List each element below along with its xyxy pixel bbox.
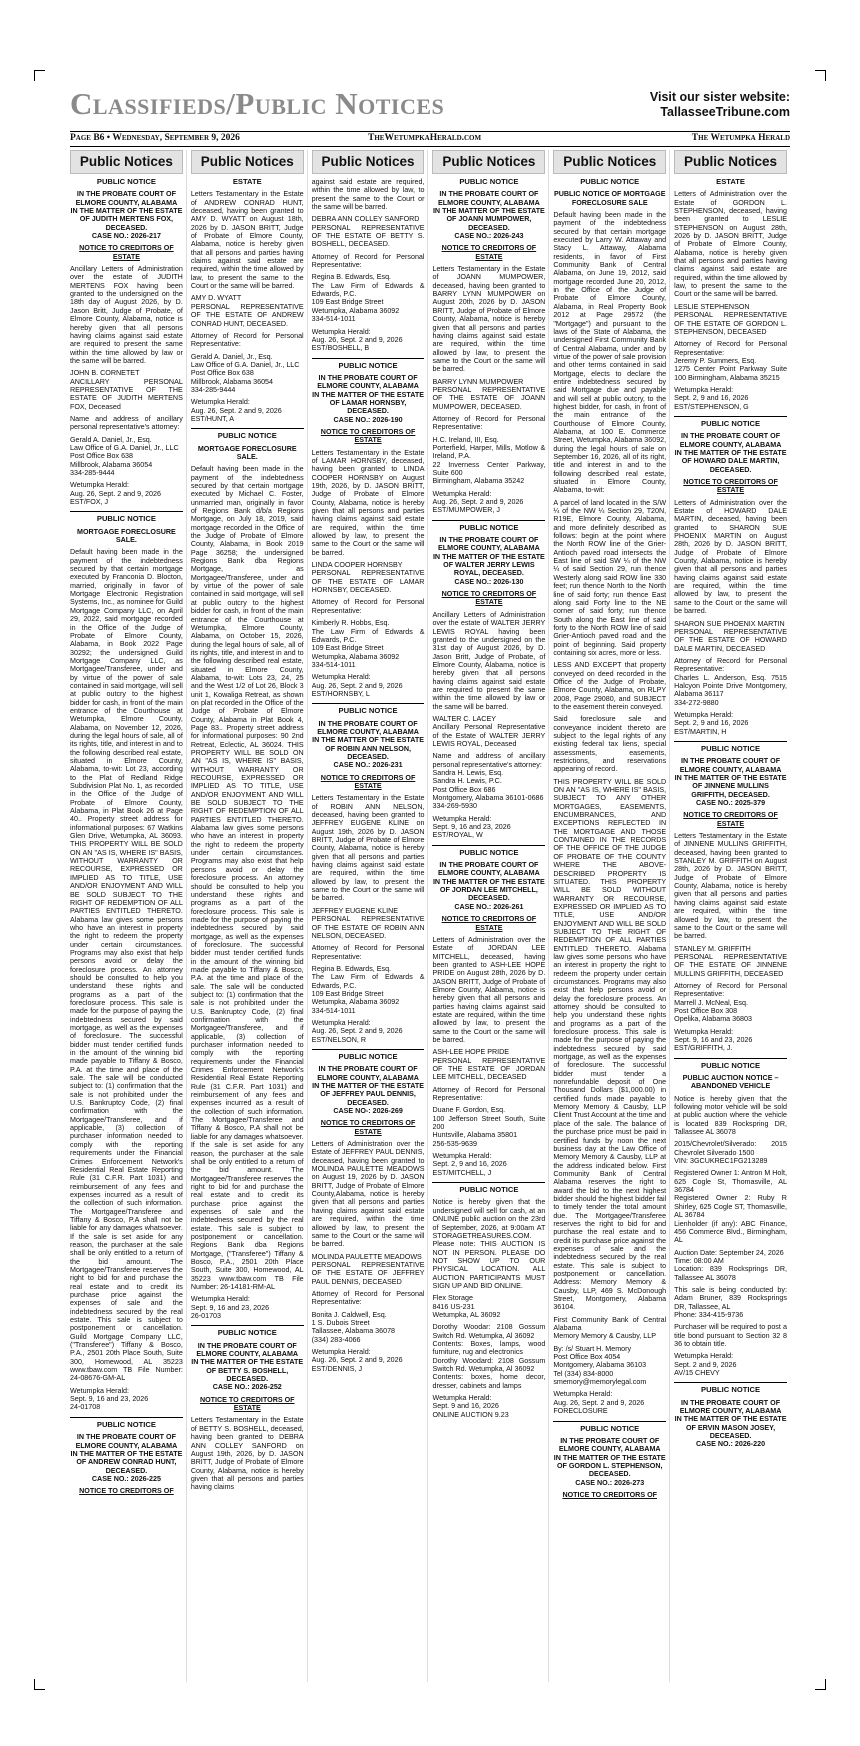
notice-paragraph: Wetumpka Herald: Aug. 26, Sept. 2 and 9, 2026 EST/DENNIS, J xyxy=(311,1347,403,1373)
crop-mark-top-left xyxy=(34,70,45,81)
notice-divider xyxy=(191,428,304,429)
notice-title: PUBLIC NOTICE xyxy=(338,360,398,370)
column-header: Public Notices xyxy=(70,150,183,174)
notice-title: ESTATE xyxy=(232,177,262,186)
notice-paragraph: Wetumpka Herald: Aug. 26, Sept. 2 and 9, 2026 EST/HUNT, A xyxy=(190,398,282,423)
notice-paragraph: Regina B. Edwards, Esq. The Law Firm of Edwards & Edwards, P.C. 109 East Bridge Street Wetumpka, Alabama 36092 334-514-1011 xyxy=(311,964,425,1015)
notice-paragraph: Wetumpka Herald: Sept. 9, 16 and 23, 2026 26-01703 xyxy=(190,1295,270,1321)
notice-column xyxy=(70,150,187,1682)
notice-caption: MORTGAGE FORECLOSURE SALE. xyxy=(77,527,176,545)
notice-paragraph: Auction Date: September 24, 2026 Time: 08:00 AM Location: 839 Rocksprings DR, Tallassee AL 36078 xyxy=(674,1248,787,1282)
notice-paragraph: DEBRA ANN COLLEY SANFORD PERSONAL REPRESENTATIVE OF THE ESTATE OF BETTY S. BOSHELL, DECEASED. xyxy=(311,215,425,249)
notice-divider xyxy=(432,1182,545,1183)
notice-paragraph: By: /s/ Stuart H. Memory Post Office Box 4054 Montgomery, Alabama 36103 Tel (334) 834-8000 smemory@memorylegal.com xyxy=(553,1344,647,1387)
notice-paragraph: Letters of Administration over the Estate of JORDAN LEE MITCHELL, deceased, having been granted to ASH-LEE HOPE PRIDE on August 28th, 2026 by D. JASON BRITT, Judge of Probate of Elmore County, Alabama, notice is hereby given that all persons and parties having claims against said estate are required, within the time allowed by law, to present the same to the Court or the same will be barred. xyxy=(432,935,546,1044)
notice-title: PUBLIC NOTICE xyxy=(701,1385,761,1395)
notice-caption: IN THE PROBATE COURT OF ELMORE COUNTY, ALABAMA IN THE MATTER OF THE ESTATE OF ROBIN ANN NELSON, DECEASED. CASE NO.: 2026-231 xyxy=(312,719,424,770)
notice-paragraph: Regina B. Edwards, Esq. The Law Firm of Edwards & Edwards, P.C. 109 East Bridge Street Wetumpka, Alabama 36092 334-514-1011 xyxy=(311,273,425,324)
notice-subheading: NOTICE TO CREDITORS OF xyxy=(562,1490,657,1499)
notice-paragraph: Attorney of Record for Personal Representative: xyxy=(432,1085,546,1103)
notice-paragraph: Wetumpka Herald: Aug. 26, Sept. 2 and 9, 2026 FORECLOSURE xyxy=(553,1390,645,1416)
notice-caption: IN THE PROBATE COURT OF ELMORE COUNTY, ALABAMA IN THE MATTER OF THE ESTATE OF JORDAN LEE MITCHELL, DECEASED. CASE NO.: 2026-261 xyxy=(432,861,545,911)
notice-paragraph: MOLINDA PAULETTE MEADOWS PERSONAL REPRESENTATIVE OF THE ESTATE OF JEFFREY PAUL DENNIS, DECEASED xyxy=(311,1252,425,1286)
notice-paragraph: Attorney of Record for Personal Representative: xyxy=(311,252,425,270)
notice-paragraph: Duane F. Gordon, Esq. 100 Jefferson Street South, Suite 200 Huntsville, Alabama 35801 256-535-9639 xyxy=(432,1106,546,1148)
notice-paragraph: 2015/Chevrolet/Silverado: 2015 Chevrolet Silverado 1500 VIN: 3GCUKREC1FG213289 xyxy=(674,1140,787,1166)
sister-site-label: Visit our sister website: xyxy=(649,90,790,104)
notice-title: PUBLIC NOTICE xyxy=(338,706,398,716)
notice-title: PUBLIC NOTICE xyxy=(580,177,640,186)
notice-subheading: NOTICE TO CREDITORS OF ESTATE xyxy=(320,773,416,790)
sister-site-promo xyxy=(650,90,790,120)
column-header: Public Notices xyxy=(312,150,425,174)
notice-caption: IN THE PROBATE COURT OF ELMORE COUNTY, ALABAMA IN THE MATTER OF THE ESTATE OF GORDON L. STEPHENSON, DECEASED. CASE NO.: 2026-273 xyxy=(553,1436,666,1487)
section-title: Classifieds/Public Notices xyxy=(70,86,445,121)
paper-name: The Wetumpka Herald xyxy=(691,133,790,143)
notice-paragraph: Attorney of Record for Personal Representative: xyxy=(311,944,425,961)
notice-caption: PUBLIC AUCTION NOTICE – ABANDONED VEHICLE xyxy=(682,1074,779,1091)
notice-title: PUBLIC NOTICE xyxy=(459,1185,519,1195)
notice-title: PUBLIC NOTICE xyxy=(217,431,277,441)
notice-paragraph: Wetumpka Herald: Sept. 9, 16 and 23, 2026 24-01708 xyxy=(70,1386,149,1412)
notice-paragraph: Default having been made in the payment of the indebtedness secured by that certain mortgage executed by Larry W. Attaway and Stacy L. Attaway, Alabama residents, in favor of First Community Bank of Central Alabama, on June 19, 2012, said mortgage recorded June 20, 2012, in the Office of the Judge of Probate of Elmore County, Alabama, in Real Property Book 2012 at Page 29572 (the "Mortgage") and pursuant to the laws of the State of Alabama, the undersigned First Community Bank of Central Alabama, under and by virtue of the power of sale provision and other terms contained in said Mortgage, elects to declare the entire indebtedness secured by said Mortgage due and payable and will sell at public outcry, to the highest bidder, for cash, in front of the main entrance of the Courthouse of Elmore County, Alabama, at 100 E. Commerce Street, Wetumpka, Alabama 36092, during the legal hours of sale on September 16, 2026, all of its right, title and interest in and to the following described real estate, situated in Elmore County, Alabama, to-wit: xyxy=(553,211,667,495)
notice-caption: MORTGAGE FORECLOSURE SALE. xyxy=(197,444,297,461)
notice-paragraph: Wetumpka Herald: Sept. 2, 9 and 16, 2026 EST/MITCHELL, J xyxy=(432,1152,507,1177)
page-folio: Page B6 • Wednesday, September 9, 2026 xyxy=(70,133,240,143)
notice-paragraph: Bonita J. Caldwell, Esq. 1 S. Dubois Street Tallassee, Alabama 36078 (334) 283-4066 xyxy=(311,1310,396,1344)
notice-divider xyxy=(191,1325,304,1326)
legal-notice xyxy=(312,1049,425,1373)
notice-title: PUBLIC NOTICE xyxy=(701,743,761,753)
notice-paragraph: Wetumpka Herald: Sept. 9, 16 and 23, 2026 EST/GRIFFITH, J. xyxy=(674,1027,753,1053)
notice-paragraph: Wetumpka Herald: Sept. 2 and 9, 2026 AV/15 CHEVY xyxy=(674,1352,737,1377)
column-header: Public Notices xyxy=(674,150,787,174)
notice-subheading: NOTICE TO CREDITORS OF ESTATE xyxy=(79,244,174,261)
notice-paragraph: LESS AND EXCEPT that property conveyed on deed recorded in the Office of the Judge of Probate, Elmore County, Alabama, on RLPY 2008, Page 29080, and SUBJECT to the easement therein conveyed. xyxy=(553,661,667,711)
notice-paragraph: Letters of Administration over the Estate of GORDON L. STEPHENSON, deceased, having been granted to LESLIE STEPHENSON on August 28th, 2026 by D. JASON BRITT, Judge of Probate of Elmore County, Alabama, notice is hereby given that all persons and parties having claims against said estate are required, within the time allowed by law, to present the same to the Court or the same will be barred. xyxy=(674,190,787,299)
notice-divider xyxy=(432,845,545,846)
notice-paragraph: This sale is being conducted by: Adam Bruner, 839 Rocksprings DR, Tallassee, AL Phone: 334-415-9736 xyxy=(674,1285,787,1319)
notice-paragraph: Gerald A. Daniel, Jr., Esq. Law Office of G.A. Daniel, Jr., LLC Post Office Box 638 Millbrook, Alabama 36054 334-285-9444 xyxy=(70,435,179,477)
notice-caption: IN THE PROBATE COURT OF ELMORE COUNTY, ALABAMA IN THE MATTER OF THE ESTATE OF ERVIN MASON JOSEY, DECEASED. CASE NO.: 2026-220 xyxy=(674,1398,787,1449)
notice-paragraph: BARRY LYNN MUMPOWER PERSONAL REPRESENTATIVE OF THE ESTATE OF JOANN MUMPOWER, DECEASED. xyxy=(432,377,546,411)
notice-paragraph: JOHN B. CORNETET ANCILLARY PERSONAL REPRESENTATIVE OF THE ESTATE OF JUDITH MERTENS FOX, Deceased xyxy=(70,369,183,411)
notice-paragraph: First Community Bank of Central Alabama Memory Memory & Causby, LLP xyxy=(553,1315,667,1341)
notice-paragraph: Attorney of Record for Personal Representative: Marrell J. McNeal, Esq. Post Office Box 308 Opelika, Alabama 36803 xyxy=(674,981,787,1024)
legal-notice xyxy=(432,1182,545,1419)
notice-paragraph: Wetumpka Herald: Sept. 2, 9 and 16, 2026 EST/MARTIN, H xyxy=(674,710,749,736)
legal-notice xyxy=(70,178,183,506)
legal-notice xyxy=(312,703,425,1044)
notice-subheading: NOTICE TO CREDITORS OF ESTATE xyxy=(441,915,537,932)
notice-divider xyxy=(312,1049,425,1050)
notice-divider xyxy=(553,1421,666,1422)
sister-site-url[interactable]: TallasseeTribune.com xyxy=(660,105,790,119)
legal-notice xyxy=(432,178,545,515)
column-header: Public Notices xyxy=(553,150,666,174)
notice-columns xyxy=(70,150,790,1682)
notice-paragraph: Letters Testamentary in the Estate of JINNENE MULLINS GRIFFITH, deceased, having been granted to STANLEY M. GRIFFITH on August 28th, 2026 by D. JASON BRITT, Judge of Probate of Elmore County, Alabama, notice is hereby given that all persons and parties having claims against said estate are required, within the time allowed by law, to present the same to the Court or the same will be barred. xyxy=(674,832,787,941)
notice-paragraph: Wetumpka Herald: Sept. 9, 16 and 23, 2026 EST/ROYAL, W xyxy=(432,814,511,840)
notice-paragraph: Name and address of ancillary personal representative's attorney: Sandra H. Lewis, Esq. Sandra H. Lewis, P.C. Post Office Box 686 Montgomery, Alabama 36101-0686 334-269-5930 xyxy=(432,752,546,811)
notice-paragraph: Attorney of Record for Personal Representative: Jeremy P. Summers, Esq. 1275 Center Point Parkway Suite 100 Birmingham, Alabama 35215 xyxy=(674,340,787,382)
notice-paragraph: Name and address of ancillary personal representative's attorney: xyxy=(70,414,183,432)
notice-paragraph: Flex Storage 8416 US-231 Wetumpka, AL 36092 xyxy=(432,1294,501,1319)
notice-paragraph: JEFFREY EUGENE KLINE PERSONAL REPRESENTATIVE OF THE ESTATE OF ROBIN ANN NELSON, DECEASED. xyxy=(311,906,425,940)
notice-paragraph: Wetumpka Herald: Aug. 26, Sept. 2 and 9, 2026 EST/HORNSBY, L xyxy=(311,673,403,698)
notice-paragraph: Attorney of Record for Personal Representative: xyxy=(432,414,546,432)
notice-paragraph: Attorney of Record for Personal Representative: Charles L. Anderson, Esq. 7515 Halcyon Pointe Drive Montgomery, Alabama 36117 334-272-9880 xyxy=(674,656,787,707)
legal-notice xyxy=(70,511,183,1411)
notice-paragraph: Letters Testamentary in the Estate of ANDREW CONRAD HUNT, deceased, having been granted to AMY D. WYATT on August 18th, 2026 by D. JASON BRITT, Judge of Probate of Elmore County, Alabama, notice is hereby given that all persons and parties having claims against said estate are required, within the time allowed by law, to present the same to the Court or the same will be barred. xyxy=(190,190,304,291)
notice-title: PUBLIC NOTICE xyxy=(701,1060,761,1070)
notice-caption: IN THE PROBATE COURT OF ELMORE COUNTY, ALABAMA IN THE MATTER OF THE ESTATE OF JUDITH MERTENS FOX, DECEASED. CASE NO.: 2026-217 xyxy=(70,190,183,241)
notice-paragraph: Wetumpka Herald: Sept. 9 and 16, 2026 ONLINE AUCTION 9.23 xyxy=(432,1394,509,1419)
notice-subheading: NOTICE TO CREDITORS OF ESTATE xyxy=(199,1395,295,1413)
notice-column xyxy=(432,150,549,1682)
notice-subheading: NOTICE TO CREDITORS OF xyxy=(79,1487,174,1496)
notice-title: PUBLIC NOTICE xyxy=(96,1419,156,1429)
notice-paragraph: WALTER C. LACEY Ancillary Personal Representative of the Estate of WALTER JERRY LEWIS ROYAL, Deceased xyxy=(432,714,546,748)
notice-column xyxy=(312,150,429,1682)
legal-notice xyxy=(191,1325,304,1491)
notice-paragraph: Attorney of Record for Personal Representative: xyxy=(190,331,304,349)
notice-paragraph: AMY D. WYATT PERSONAL REPRESENTATIVE OF THE ESTATE OF ANDREW CONRAD HUNT, DECEASED. xyxy=(190,294,304,328)
notice-paragraph: A parcel of land located in the S/W ¼ of the NW ¼ Section 29, T20N, R19E, Elmore County, Alabama, and more definitely described as follows: begin at the point where the North ROW line of the Grier-Antioch paved road intersects the East line of said SW ¼ of the NW ¼ of said Section 29, run thence Westerly along said ROW line 330 feet; run thence North to the North line of said forty; run thence East along said Forty line to the NE corner of said forty; run thence South along the East line of said forty to the North ROW line of said Grier-Antioch paved road and the point of beginning. Said property containing six acres, more or less. xyxy=(553,498,667,657)
page-folio-bar xyxy=(70,131,790,147)
notice-column xyxy=(674,150,790,1682)
notice-paragraph: Wetumpka Herald: Sept. 2, 9 and 16, 2026 EST/STEPHENSON, G xyxy=(674,385,749,411)
notice-subheading: NOTICE TO CREDITORS OF ESTATE xyxy=(441,244,537,261)
notice-paragraph: THIS PROPERTY WILL BE SOLD ON AN "AS IS, WHERE IS" BASIS, SUBJECT TO ANY OTHER MORTGAGES, EASEMENTS, ENCUMBRANCES, AND EXCEPTIONS REFLECTED IN THE MORTGAGE AND THOSE CONTAINED IN THE RECORDS OF THE OFFICE OF THE JUDGE OF PROBATE OF THE COUNTY WHERE THE ABOVE-DESCRIBED PROPERTY IS SITUATED. THIS PROPERTY WILL BE SOLD WITHOUT WARRANTY OR RECOURSE, EXPRESSED OR IMPLIED AS TO TITLE, USE AND/OR ENJOYMENT AND WILL BE SOLD SUBJECT TO THE RIGHT OF REDEMPTION OF ALL PARTIES ENTITLED THERETO. Alabama law gives some persons who have an interest in property the right to redeem the property under certain circumstances. Programs may also exist that help persons avoid or delay the foreclosure process. An attorney should be consulted to help you understand these rights and programs as a part of the foreclosure process. This sale is made for the purpose of paying the indebtedness secured by said mortgage, as well as the expenses of foreclosure. The successful bidder must tender a nonrefundable deposit of One Thousand Dollars ($1,000.00) in certified funds made payable to Memory Memory & Causby, LLP Client Trust Account at the time and place of the sale. The balance of the purchase price must be paid in certified funds by noon the next business day at the Law Office of Memory Memory & Causby, LLP at the address indicated below. First Community Bank of Central Alabama reserves the right to award the bid to the next highest bidder should the highest bidder fail to timely tender the total amount due. The Mortgagee/Transferee reserves the right to bid for and purchase the real estate and to credit its purchase price against the expenses of sale and the indebtedness secured by the real estate. This sale is subject to postponement or cancellation. Address: Memory Memory & Causby, LLP, 469 S. McDonough Street, Montgomery, Alabama 36104. xyxy=(553,777,667,1312)
notice-subheading: NOTICE TO CREDITORS OF ESTATE xyxy=(320,1119,416,1136)
legal-notice xyxy=(191,178,304,423)
legal-notice xyxy=(432,845,545,1177)
notice-paragraph: LESLIE STEPHENSON PERSONAL REPRESENTATIVE OF THE ESTATE OF GORDON L. STEPHENSON, DECEASED xyxy=(674,302,787,336)
legal-notice xyxy=(70,1417,183,1496)
notice-paragraph: SHARON SUE PHOENIX MARTIN PERSONAL REPRESENTATIVE OF THE ESTATE OF HOWARD DALE MARTIN, DECEASED xyxy=(674,619,787,653)
notice-title: PUBLIC NOTICE xyxy=(580,1423,640,1433)
notice-paragraph: Letters Testamentary in the Estate of BETTY S. BOSHELL, deceased, having been granted to DEBRA ANN COLLEY SANFORD on August 19th, 2026, by D. JASON BRITT, Judge of Probate of Elmore County, Alabama, notice is hereby given that all persons and parties having claims xyxy=(190,1416,304,1492)
notice-divider xyxy=(312,358,425,359)
notice-title: PUBLIC NOTICE xyxy=(701,418,761,428)
notice-caption: IN THE PROBATE COURT OF ELMORE COUNTY, ALABAMA IN THE MATTER OF THE ESTATE OF WALTER JERRY LEWIS ROYAL, DECEASED. CASE NO.: 2026-130 xyxy=(432,536,545,586)
legal-notice xyxy=(312,178,425,353)
notice-title: PUBLIC NOTICE xyxy=(459,847,519,857)
notice-paragraph: H.C. Ireland, III, Esq. Porterfield, Harper, Mills, Motlow & Ireland, P.A. 22 Inverness Center Parkway, Suite 600 Birmingham, Alabama 35242 xyxy=(432,435,546,486)
notice-title: PUBLIC NOTICE xyxy=(338,1051,398,1061)
masthead xyxy=(70,84,790,128)
notice-paragraph: Default having been made in the payment of the indebtedness secured by that certain mortgage executed by Franconia D. Blocton, married, originally in favor of Mortgage Electronic Registration Systems, Inc., as nominee for Guild Mortgage Company LLC, on April 29, 2022, said mortgage recorded in the Office of the Judge of Probate of Elmore County, Alabama, in Book 2022 Page 30292; the undersigned Guild Mortgage Company LLC, as Mortgagee/Transferee, under and by virtue of the power of sale contained in said mortgage, will sell at public outcry to the highest bidder for cash, in front of the main entrance of the Courthouse at Wetumpka, Elmore County, Alabama, on November 12, 2026, during the legal hours of sale, all of its rights, title, and interest in and to the following described real estate, situated in Elmore County, Alabama, to-wit: Lot 23, according to the Plat of Redland Ridge Subdivision Plat No. 1, as recorded in the Office of the Judge of Probate of Elmore County, Alabama, in Plat Book 26 at Page 40.. Property street address for informational purposes: 67 Watkins Glen Drive, Wetumpka, AL 36093. THIS PROPERTY WILL BE SOLD ON AN "AS IS, WHERE IS" BASIS, WITHOUT WARRANTY OR RECOURSE, EXPRESSED OR IMPLIED AS TO TITLE, USE AND/OR ENJOYMENT AND WILL BE SOLD SUBJECT TO THE RIGHT OF REDEMPTION OF ALL PARTIES ENTITLED THERETO. Alabama law gives some persons who have an interest in property the right to redeem the property under certain circumstances. Programs may also exist that help persons avoid or delay the foreclosure process. An attorney should be consulted to help you understand these rights and programs as a part of the foreclosure process. This sale is made for the purpose of paying the indebtedness secured by said mortgage, as well as the expenses of foreclosure. The successful bidder must tender certified funds in the amount of the winning bid made payable to Tiffany & Bosco, P.A. at the time and place of the sale. The sale will be conducted subject to: (1) confirmation that the sale is not prohibited under the U.S. Bankruptcy Code, (2) final confirmation with the Mortgagee/Transferee, and if applicable, (3) collection of purchaser information needed to comply with the reporting requirements under the Financial Crimes Enforcement Network's Residential Real Estate Reporting Rule (31 C.F.R. Part 1031) and reimbursement of any fees and expenses incurred as a result of the collection of such information. The Mortgagee/Transferee and Tiffany & Bosco, P.A shall not be liable for any damages whatsoever. If the sale is set aside for any reason, the purchaser at the sale shall be only entitled to a return of the bid amount. The Mortgagee/Transferee reserves the right to bid for and purchase the real estate and to credit its purchase price against the expenses of sale and the indebtedness secured by the real estate. This sale is subject to postponement or cancellation. Guild Mortgage Company LLC, ("Transferee") Tiffany & Bosco, P.A., 2501 20th Place South, Suite 300, Homewood, AL 35223 www.tbaw.com TB File Number: 24-08676-GM-AL xyxy=(70,548,183,1383)
notice-paragraph: Gerald A. Daniel, Jr., Esq. Law Office of G.A. Daniel, Jr., LLC Post Office Box 638 Millbrook, Alabama 36054 334-285-9444 xyxy=(190,352,300,394)
notice-title: PUBLIC NOTICE xyxy=(459,522,519,532)
notice-title: PUBLIC NOTICE xyxy=(96,514,156,524)
legal-notice xyxy=(674,1382,787,1448)
notice-title: PUBLIC NOTICE xyxy=(217,1328,277,1338)
notice-title: ESTATE xyxy=(716,177,745,186)
notice-divider xyxy=(312,703,425,704)
column-header: Public Notices xyxy=(191,150,304,174)
legal-notice xyxy=(432,520,545,840)
crop-mark-bottom-right xyxy=(815,1679,826,1690)
notice-paragraph: Kimberly R. Hobbs, Esq. The Law Firm of Edwards & Edwards, P.C. 109 East Bridge Street Wetumpka, Alabama 36092 334-514-1011 xyxy=(311,619,425,669)
column-header: Public Notices xyxy=(432,150,545,174)
notice-paragraph: LINDA COOPER HORNSBY PERSONAL REPRESENTATIVE OF THE ESTATE OF LAMAR HORNSBY, DECEASED. xyxy=(311,561,425,595)
notice-paragraph: against said estate are required, within the time allowed by law, to present the same to the Court or the same will be barred. xyxy=(311,178,425,212)
notice-title: PUBLIC NOTICE xyxy=(459,177,519,186)
notice-paragraph: Letters of Administration over the Estate of JEFFREY PAUL DENNIS, deceased, having been granted to MOLINDA PAULETTE MEADOWS on August 19, 2026 by D. JASON BRITT, Judge of Probate of Elmore County,Alabama, notice is hereby given that all persons and parties having claims against said estate are required, within the time allowed by law, to present the same to the Court or the same will be barred. xyxy=(311,1140,425,1249)
notice-caption: IN THE PROBATE COURT OF ELMORE COUNTY, ALABAMA IN THE MATTER OF THE ESTATE OF LAMAR HORNSBY, DECEASED. CASE NO.: 2026-190 xyxy=(312,373,424,424)
notice-paragraph: Purchaser will be required to post a title bond pursuant to Section 32 8 36 to obtain title. xyxy=(674,1323,787,1348)
legal-notice xyxy=(674,178,787,411)
notice-divider xyxy=(674,1382,787,1383)
notice-divider xyxy=(70,511,183,512)
notice-paragraph: STANLEY M. GRIFFITH PERSONAL REPRESENTATIVE OF THE ESTATE OF JINNENE MULLINS GRIFFITH, DECEASED xyxy=(674,944,787,978)
notice-subheading: NOTICE TO CREDITORS OF ESTATE xyxy=(683,478,778,495)
notice-paragraph: Wetumpka Herald: Aug. 26, Sept. 2 and 9, 2026 EST/FOX, J xyxy=(70,481,161,507)
notice-paragraph: Wetumpka Herald: Aug. 26, Sept. 2 and 9, 2026 EST/NELSON, R xyxy=(311,1018,403,1044)
notice-paragraph: Letters Testamentary in the Estate of ROBIN ANN NELSON, deceased, having been granted to JEFFREY EUGENE KLINE on August 19th, 2026 by D. JASON BRITT, Judge of Probate of Elmore County, Alabama, notice is hereby given that all persons and parties having claims against said estate are required, within the time allowed by law, to present the same to the Court or the same will be barred. xyxy=(311,794,425,903)
notice-column xyxy=(553,150,670,1682)
notice-paragraph: Attorney of Record for Personal Representative: xyxy=(311,1289,425,1307)
notice-paragraph: Wetumpka Herald: Aug. 26, Sept. 2 and 9, 2026 EST/MUMPOWER, J xyxy=(432,489,524,515)
notice-caption: IN THE PROBATE COURT OF ELMORE COUNTY, ALABAMA IN THE MATTER OF THE ESTATE OF ANDREW CONRAD HUNT, DECEASED. CASE NO.: 2026-225 xyxy=(70,1433,183,1483)
notice-paragraph: Attorney of Record for Personal Representative: xyxy=(311,598,425,615)
notice-paragraph: Letters of Administration over the Estate of HOWARD DALE MARTIN, deceased, having been granted to SHARON SUE PHOENIX MARTIN on August 28th, 2026 by D. JASON BRITT, Judge of Probate of Elmore County, Alabama, notice is hereby given that all persons and parties having claims against said estate are required, within the time allowed by law, to present the same to the Court or the same will be barred. xyxy=(674,498,787,616)
notice-paragraph: Ancillary Letters of Administration over the estate of JUDITH MERTENS FOX having been granted to the undersigned on the 18th day of August 2026, by D. Jason Britt, Judge of Probate, of Elmore County, Alabama, notice is hereby given that all persons having claims against said estate are required to present the same within the time allowed by law or the same will be barred. xyxy=(70,265,183,365)
notice-divider xyxy=(674,1058,787,1059)
crop-mark-bottom-left xyxy=(34,1679,45,1690)
notice-divider xyxy=(70,1417,183,1418)
notice-paragraph: Dorothy Woodar: 2108 Gossum Switch Rd. Wetumpka, Al 36092 Contents: Boxes, lamps, wood furniture, rug and electronics Dorothy Woodard: 2108 Gossum Switch Rd. Wetumpka, Al 36092 Contents: boxes, home decor, dresser, cabinets and lamps xyxy=(432,1323,546,1390)
notice-subheading: NOTICE TO CREDITORS OF ESTATE xyxy=(683,811,778,828)
notice-column xyxy=(191,150,308,1682)
notice-paragraph: Registered Owner 1: Antron M Holt, 625 Cogle St, Thomasville, AL 36784 Registered Owner 2: Ruby R Shirley, 625 Cogle ST, Thomasville, AL 36784 Lienholder (if any): ABC Finance, 456 Commerce Blvd., Birmingham, AL xyxy=(674,1169,787,1245)
notice-caption: PUBLIC NOTICE OF MORTGAGE FORECLOSURE SALE xyxy=(553,190,666,207)
notice-paragraph: Notice is hereby given that the undersigned will sell for cash, at an ONLINE public auction on the 23rd of September, 2026, at 9:00am AT STORAGETREASURES.COM. Please note: THIS AUCTION IS NOT IN PERSON. PLEASE DO NOT SHOW UP TO OUR PHYSICAL LOCATION. ALL AUCTION PARTICIPANTS MUST SIGN UP AND BID ONLINE. xyxy=(432,1198,546,1290)
notice-caption: IN THE PROBATE COURT OF ELMORE COUNTY, ALABAMA IN THE MATTER OF THE ESTATE OF JINNENE MULLINS GRIFFITH, DECEASED. CASE NO.: 2025-379 xyxy=(674,757,787,808)
legal-notice xyxy=(191,428,304,1320)
legal-notice xyxy=(553,1421,666,1500)
notice-paragraph: Ancillary Letters of Administration over the estate of WALTER JERRY LEWIS ROYAL having been granted to the undersigned on the 31st day of August 2026, by D. Jason Britt, Judge of Probate, of Elmore County, Alabama, notice is hereby given that all persons having claims against said estate are required to present the same within the time allowed by law or the same will be barred. xyxy=(432,610,546,711)
legal-notice xyxy=(674,416,787,736)
notice-paragraph: Said foreclosure sale and conveyance incident thereto are subject to the legal rights of any existing federal tax liens, special assessments, easements, restrictions, and reservations appearing of record. xyxy=(553,715,667,774)
notice-caption: IN THE PROBATE COURT OF ELMORE COUNTY, ALABAMA IN THE MATTER OF THE ESTATE OF JOANN MUMPOWER, DECEASED. CASE NO.: 2026-243 xyxy=(432,190,545,241)
legal-notice xyxy=(674,741,787,1053)
legal-notice xyxy=(312,358,425,699)
notice-subheading: NOTICE TO CREDITORS OF ESTATE xyxy=(320,427,416,445)
notice-caption: IN THE PROBATE COURT OF ELMORE COUNTY, ALABAMA IN THE MATTER OF THE ESTATE OF BETTY S. BOSHELL, DECEASED. CASE NO.: 2026-252 xyxy=(191,1341,304,1392)
notice-divider xyxy=(432,520,545,521)
notice-title: PUBLIC NOTICE xyxy=(96,177,156,186)
notice-paragraph: Notice is hereby given that the following motor vehicle will be sold at public auction where the vehicle is located 839 Rockspring DR, Tallassee AL 36078 xyxy=(674,1094,787,1137)
notice-paragraph: Default having been made in the payment of the indebtedness secured by that certain mortgage executed by Michael C. Foster, unmarried man, originally in favor of Regions Bank d/b/a Regions Mortgage, on July 18, 2019, said mortgage recorded in the Office of the Judge of Probate of Elmore County, Alabama, in Book 2019 Page 36258; the undersigned Regions Bank dba Regions Mortgage, as Mortgagee/Transferee, under and by virtue of the power of sale contained in said mortgage, will sell at public outcry to the highest bidder for cash, in front of the main entrance of the Courthouse at Wetumpka, Elmore County, Alabama, on October 15, 2026, during the legal hours of sale, all of its rights, title, and interest in and to the following described real estate, situated in Elmore County, Alabama, to-wit: Lots 23, 24, 25 and the West 1/2 of Lot 26, Block 3 unit 1, Kowaliga Retreat, as shown on plat recorded in the Office of the Judge of Probate of Elmore County, Alabama in Plat Book 4, Page 83.. Property street address for informational purposes: 90 2nd Retreat, Eclectic, AL 36024. THIS PROPERTY WILL BE SOLD ON AN "AS IS, WHERE IS" BASIS, WITHOUT WARRANTY OR RECOURSE, EXPRESSED OR IMPLIED AS TO TITLE, USE AND/OR ENJOYMENT AND WILL BE SOLD SUBJECT TO THE RIGHT OF REDEMPTION OF ALL PARTIES ENTITLED THERETO. Alabama law gives some persons who have an interest in property the right to redeem the property under certain circumstances. Programs may also exist that help persons avoid or delay the foreclosure process. An attorney should be consulted to help you understand these rights and programs as a part of the foreclosure process. This sale is made for the purpose of paying the indebtedness secured by said mortgage, as well as the expenses of foreclosure. The successful bidder must tender certified funds in the amount of the winning bid made payable to Tiffany & Bosco, P.A. at the time and place of the sale. The sale will be conducted subject to: (1) confirmation that the sale is not prohibited under the U.S. Bankruptcy Code, (2) final confirmation with the Mortgagee/Transferee, and if applicable, (3) collection of purchaser information needed to comply with the reporting requirements under the Financial Crimes Enforcement Network's Residential Real Estate Reporting Rule (31 C.F.R. Part 1031) and reimbursement of any fees and expenses incurred as a result of the collection of such information. The Mortgagee/Transferee and Tiffany & Bosco, P.A shall not be liable for any damages whatsoever. If the sale is set aside for any reason, the purchaser at the sale shall be only entitled to a return of the bid amount. The Mortgagee/Transferee reserves the right to bid for and purchase the real estate and to credit its purchase price against the expenses of sale and the indebtedness secured by the real estate. This sale is subject to postponement or cancellation. Regions Bank dba Regions Mortgage, ("Transferee") Tiffany & Bosco, P.A., 2501 20th Place South, Suite 300, Homewood, AL 35223 www.tbaw.com TB File Number: 26-14181-RM-AL xyxy=(190,465,304,1291)
notice-caption: IN THE PROBATE COURT OF ELMORE COUNTY, ALABAMA IN THE MATTER OF THE ESTATE OF JEFFREY PAUL DENNIS, DECEASED. CASE NO-: 2026-269 xyxy=(312,1065,424,1116)
legal-notice xyxy=(553,178,666,1416)
crop-mark-top-right xyxy=(815,70,826,81)
notice-caption: IN THE PROBATE COURT OF ELMORE COUNTY, ALABAMA IN THE MATTER OF THE ESTATE OF HOWARD DALE MARTIN, DECEASED. xyxy=(674,432,787,474)
website-url[interactable]: TheWetumpkaHerald.com xyxy=(368,133,482,143)
notice-subheading: NOTICE TO CREDITORS OF ESTATE xyxy=(441,590,537,607)
notice-divider xyxy=(674,416,787,417)
legal-notice xyxy=(674,1058,787,1378)
notice-divider xyxy=(674,741,787,742)
notice-paragraph: Letters Testamentary in the Estate of JOANN MUMPOWER, deceased, having been granted to BARRY LYNN MUMPOWER on August 20th, 2026 by D. JASON BRITT, Judge of Probate of Elmore County, Alabama, notice is hereby given that all persons and parties having claims against said estate are required, within the time allowed by law, to present the same to the Court or the same will be barred. xyxy=(432,265,546,374)
notice-paragraph: ASH-LEE HOPE PRIDE PERSONAL REPRESENTATIVE OF THE ESTATE OF JORDAN LEE MITCHELL, DECEASED xyxy=(432,1048,546,1082)
notice-paragraph: Wetumpka Herald: Aug. 26, Sept. 2 and 9, 2026 EST/BOSHELL, B xyxy=(311,327,403,353)
notice-paragraph: Letters Testamentary in the Estate of LAMAR HORNSBY, deceased, having been granted to LINDA COOPER HORNSBY on August 19th, 2026, by D. JASON BRITT, Judge of Probate of Elmore County, Alabama, notice is hereby given that all persons and parties having claims against said estate are required, within the time allowed by law, to present the same to the Court or the same will be barred. xyxy=(311,448,425,557)
